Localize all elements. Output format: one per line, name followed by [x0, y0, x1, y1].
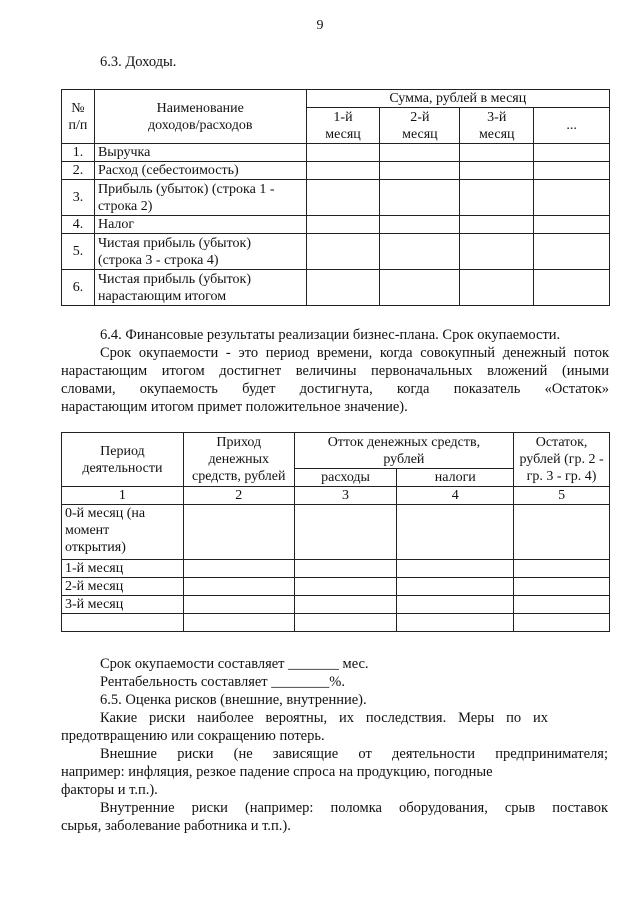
row-name: Прибыль (убыток) (строка 1 - строка 2) [94, 180, 306, 216]
section-6-5-heading: 6.5. Оценка рисков (внешние, внутренние). [100, 692, 367, 708]
col-header-expenses: расходы [294, 469, 397, 487]
col-header-taxes: налоги [397, 469, 514, 487]
col-header-ellipsis: ... [534, 108, 610, 144]
paragraph-line: Внешние риски (не зависящие от деятельности предпринимателя; [100, 746, 608, 762]
col-num: 5 [514, 487, 610, 505]
row-num: 6. [62, 270, 95, 306]
row-name: Выручка [94, 144, 306, 162]
col-num: 1 [62, 487, 184, 505]
row-num: 3. [62, 180, 95, 216]
col-header-month3: 3-й месяц [460, 108, 534, 144]
row-period: 3-й месяц [62, 596, 184, 614]
payback-table [61, 432, 610, 632]
table-row [62, 144, 610, 162]
section-6-3-heading: 6.3. Доходы. [100, 54, 177, 70]
paragraph-line: словами, окупаемость будет достигнута, когда показатель «Остаток» [61, 381, 609, 397]
page-number: 9 [316, 18, 324, 33]
payback-line: Срок окупаемости составляет _______ мес. [100, 656, 369, 672]
col-header-inflow: Приход денежных средств, рублей [183, 433, 294, 487]
col-header-period: Период деятельности [62, 433, 184, 487]
paragraph-line: Внутренние риски (например: поломка оборудования, срыв поставок [100, 800, 608, 816]
table-row [62, 270, 610, 306]
paragraph-line: нарастающим итогом примет положительное значение). [61, 399, 408, 415]
section-6-4-heading: 6.4. Финансовые результаты реализации бизнес-плана. Срок окупаемости. [100, 327, 561, 343]
row-name: Налог [94, 216, 306, 234]
row-period: 2-й месяц [62, 578, 184, 596]
paragraph-line: Срок окупаемости - это период времени, когда совокупный денежный поток [100, 345, 609, 361]
column-numbers-row [62, 487, 610, 505]
table-row [62, 505, 610, 560]
paragraph-line: сырья, заболевание работника и т.п.). [61, 818, 291, 834]
row-period [62, 614, 184, 632]
table-row [62, 216, 610, 234]
paragraph-line: например: инфляция, резкое падение спроса на продукцию, погодные [61, 764, 493, 780]
row-num: 2. [62, 162, 95, 180]
row-num: 1. [62, 144, 95, 162]
paragraph-line: предотвращению или сокращению потерь. [61, 728, 325, 744]
col-header-balance: Остаток, рублей (гр. 2 - гр. 3 - гр. 4) [514, 433, 610, 487]
paragraph-line: нарастающим итогом достигнет величины первоначальных вложений (иными [61, 363, 609, 379]
table-row [62, 162, 610, 180]
row-period: 1-й месяц [62, 560, 184, 578]
paragraph-line: Какие риски наиболее вероятны, их последствия. Меры по их [100, 710, 548, 726]
income-table [61, 89, 610, 306]
profitability-line: Рентабельность составляет ________%. [100, 674, 345, 690]
table-row [62, 560, 610, 578]
col-header-num: № п/п [62, 90, 95, 144]
row-num: 4. [62, 216, 95, 234]
col-num: 3 [294, 487, 397, 505]
col-header-name: Наименование доходов/расходов [94, 90, 306, 144]
row-name: Чистая прибыль (убыток) нарастающим итогом [94, 270, 306, 306]
table-row [62, 596, 610, 614]
row-num: 5. [62, 234, 95, 270]
row-period: 0-й месяц (на момент открытия) [62, 505, 184, 560]
table-row [62, 234, 610, 270]
paragraph-line: факторы и т.п.). [61, 782, 158, 798]
col-header-month2: 2-й месяц [380, 108, 460, 144]
table-row [62, 180, 610, 216]
col-header-sum: Сумма, рублей в месяц [306, 90, 609, 108]
row-name: Чистая прибыль (убыток) (строка 3 - строка 4) [94, 234, 306, 270]
col-num: 4 [397, 487, 514, 505]
col-header-month1: 1-й месяц [306, 108, 380, 144]
row-name: Расход (себестоимость) [94, 162, 306, 180]
col-num: 2 [183, 487, 294, 505]
table-row [62, 578, 610, 596]
table-row [62, 614, 610, 632]
col-header-outflow: Отток денежных средств, рублей [294, 433, 513, 469]
